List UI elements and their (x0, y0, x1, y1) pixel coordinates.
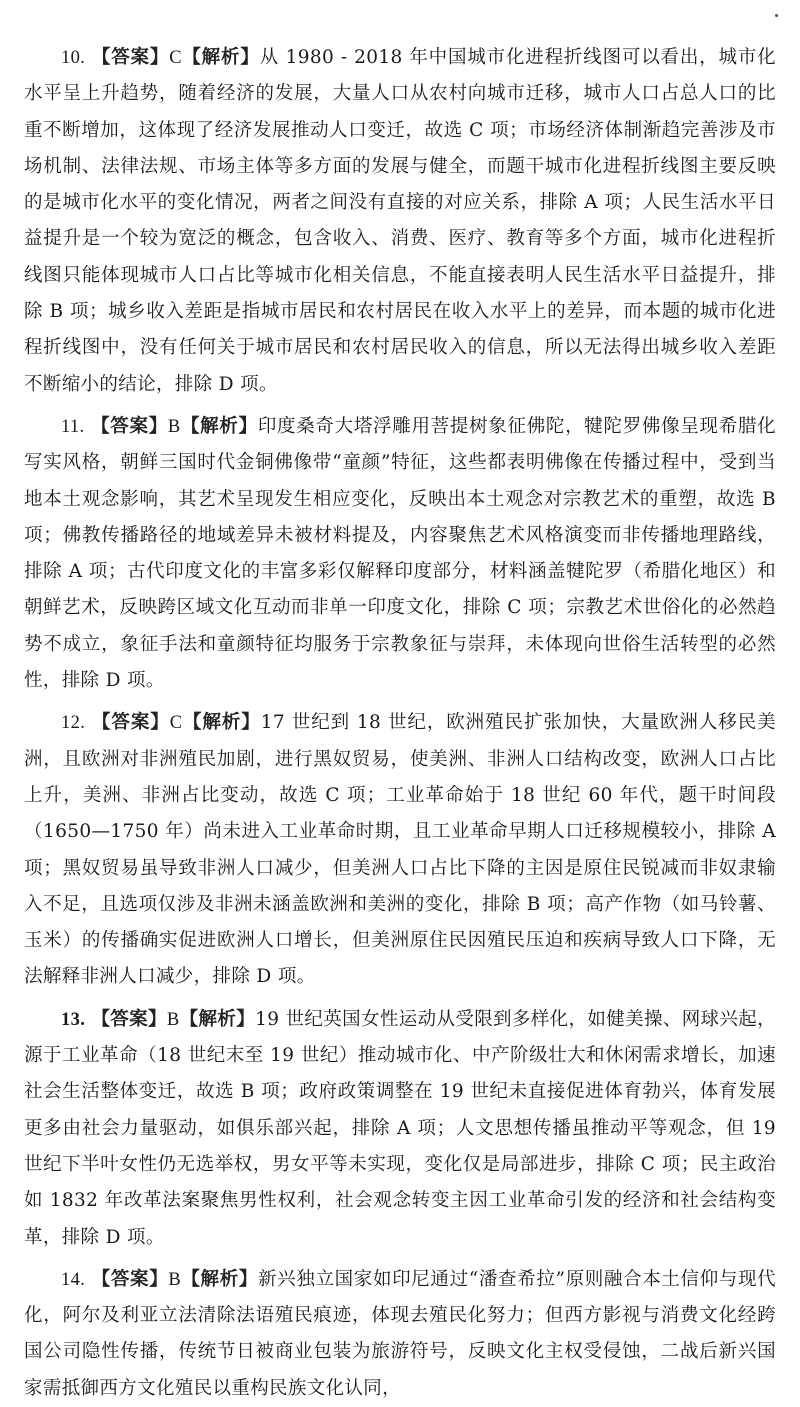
answer-letter: B (167, 416, 181, 437)
answer-tag: 【答案】 (91, 1008, 167, 1030)
question-number: 14. (61, 1269, 86, 1290)
explanation-item-14 (24, 1262, 776, 1407)
answer-letter: B (168, 1269, 182, 1290)
answer-explanations (24, 40, 776, 1407)
analysis-tag: 【解析】 (179, 1008, 256, 1030)
explanation-item-10 (24, 40, 776, 403)
answer-letter: C (169, 48, 182, 68)
analysis-text: 印度桑奇大塔浮雕用菩提树象征佛陀，犍陀罗佛像呈现希腊化写实风格，朝鲜三国时代金铜佛像带“童颜”特征，这些都表明佛像在传播过程中，受到当地本土观念影响，其艺术呈现发生相应变化，反映出本土观念对宗教艺术的重塑，故选 B 项；佛教传播路径的地域差异未被材料提及，内容聚焦艺术风格演变而非传播地理路线，排除 A 项；古代印度文化的丰富多彩仅解释印度部分，材料涵盖犍陀罗（希腊化地区）和朝鲜艺术，反映跨区域文化互动而非单一印度文化，排除 C 项；宗教艺术世俗化的必然趋势不成立，象征手法和童颜特征均服务于宗教象征与崇拜，未体现向世俗生活转型的必然性，排除 D 项。 (24, 415, 777, 692)
analysis-tag: 【解析】 (181, 47, 260, 68)
answer-letter: C (169, 713, 183, 734)
explanation-item-12 (24, 705, 776, 995)
analysis-text: 新兴独立国家如印尼通过“潘查希拉”原则融合本土信仰与现代化，阿尔及利亚立法清除法语殖民痕迹，体现去殖民化努力；但西方影视与消费文化经跨国公司隐性传播，传统节日被商业包装为旅游符号，反映文化主权受侵蚀，二战后新兴国家需抵御西方文化殖民以重构民族文化认同， (24, 1268, 777, 1399)
question-number: 12. (61, 713, 86, 734)
analysis-tag: 【解析】 (180, 415, 258, 437)
question-number: 10. (61, 48, 86, 68)
explanation-item-11 (24, 409, 776, 699)
question-number: 11. (61, 416, 85, 437)
answer-tag: 【答案】 (91, 415, 168, 437)
analysis-text: 17 世纪到 18 世纪，欧洲殖民扩张加快，大量欧洲人移民美洲，且欧洲对非洲殖民加剧，进行黑奴贸易，使美洲、非洲人口结构改变，欧洲人口占比上升，美洲、非洲占比变动，故选 C 项；工业革命始于 18 世纪 60 年代，题干时间段（1650—1750 年）尚未进入工业革命时期，且工业革命早期人口迁移规模较小，排除 A 项；黑奴贸易虽导致非洲人口减少，但美洲人口占比下降的主因是原住民锐减而非奴隶输入不足，且选项仅涉及非洲未涵盖欧洲和美洲的变化，排除 B 项；高产作物（如马铃薯、玉米）的传播确实促进欧洲人口增长，但美洲原住民因殖民压迫和疾病导致人口下降，无法解释非洲人口减少，排除 D 项。 (24, 712, 776, 988)
scan-dot-mark (775, 14, 778, 17)
answer-tag: 【答案】 (92, 712, 170, 734)
explanation-item-13 (24, 1002, 776, 1256)
analysis-text: 19 世纪英国女性运动从受限到多样化，如健美操、网球兴起，源于工业革命（18 世纪末至 19 世纪）推动城市化、中产阶级壮大和休闲需求增长，加速社会生活整体变迁，故选 B 项；政府政策调整在 19 世纪未直接促进体育勃兴，体育发展更多由社会力量驱动，如俱乐部兴起，排除 A 项；人文思想传播虽推动平等观念，但 19 世纪下半叶女性仍无选举权，男女平等未实现，变化仅是局部进步，排除 C 项；民主政治如 1832 年改革法案聚焦男性权利，社会观念转变主因工业革命引发的经济和社会结构变革，排除 D 项。 (24, 1008, 777, 1248)
analysis-tag: 【解析】 (181, 1268, 259, 1290)
answer-tag: 【答案】 (91, 1268, 169, 1290)
analysis-text: 从 1980 - 2018 年中国城市化进程折线图可以看出，城市化水平呈上升趋势，随着经济的发展，大量人口从农村向城市迁移，城市人口占总人口的比重不断增加，这体现了经济发展推动人口变迁，故选 C 项；市场经济体制渐趋完善涉及市场机制、法律法规、市场主体等多方面的发展与健全，而题干城市化进程折线图主要反映的是城市化水平的变化情况，两者之间没有直接的对应关系，排除 A 项；人民生活水平日益提升是一个较为宽泛的概念，包含收入、消费、医疗、教育等多个方面，城市化进程折线图只能体现城市人口占比等城市化相关信息，不能直接表明人民生活水平日益提升，排除 B 项；城乡收入差距是指城市居民和农村居民在收入水平上的差异，而本题的城市化进程折线图中，没有任何关于城市居民和农村居民收入的信息，所以无法得出城乡收入差距不断缩小的结论，排除 D 项。 (24, 47, 776, 395)
question-number: 13. (61, 1009, 86, 1030)
answer-letter: B (166, 1009, 180, 1030)
answer-tag: 【答案】 (91, 47, 170, 68)
analysis-tag: 【解析】 (182, 712, 261, 734)
